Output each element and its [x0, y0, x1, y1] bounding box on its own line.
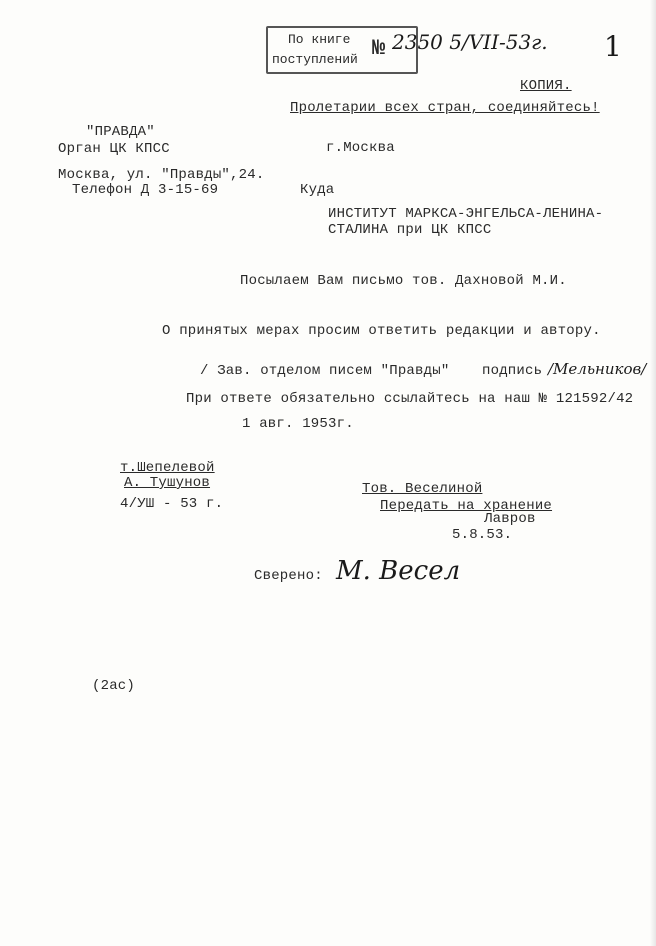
body-line2: О принятых мерах просим ответить редакции и автору. — [162, 323, 601, 339]
recipient-line1: ИНСТИТУТ МАРКСА-ЭНГЕЛЬСА-ЛЕНИНА- — [328, 206, 604, 222]
page-number: 1 — [604, 30, 622, 63]
right-note-line2: Передать на хранение — [380, 498, 553, 514]
sender-organ: Орган ЦК КПСС — [58, 141, 170, 157]
verified-signature: М. Весел — [336, 556, 461, 586]
recipient-line2: СТАЛИНА при ЦК КПСС — [328, 222, 492, 238]
recipient-label: Куда — [300, 182, 335, 198]
left-note-line3: 4/УШ - 53 г. — [120, 496, 224, 512]
verified-label: Сверено: — [254, 568, 323, 584]
sender-address: Москва, ул. "Правды",24. — [58, 167, 265, 183]
footer-code: (2ас) — [92, 678, 136, 694]
right-note-line3: Лавров — [484, 511, 536, 527]
stamp-line2: поступлений — [272, 52, 358, 67]
page-edge-shadow — [650, 0, 656, 946]
sender-phone: Телефон Д 3-15-69 — [72, 182, 219, 198]
city: г.Москва — [326, 140, 395, 156]
letter-date: 1 авг. 1953г. — [242, 416, 354, 432]
left-note-line2: А. Тушунов — [124, 475, 211, 491]
left-note-line1: т.Шепелевой — [120, 460, 215, 476]
right-note-line1: Тов. Веселиной — [362, 481, 483, 497]
right-note-line4: 5.8.53. — [452, 527, 513, 543]
stamp-number-sign: № — [372, 36, 386, 61]
sender-name: "ПРАВДА" — [86, 124, 155, 140]
signature-position: / Зав. отделом писем "Правды" — [200, 363, 450, 379]
signature-label: подпись — [482, 363, 543, 379]
stamp-line1: По книге — [288, 32, 351, 47]
stamp-handwritten-entry: 2350 5/VII-53г. — [392, 30, 548, 54]
copy-label: КОПИЯ. — [520, 78, 572, 94]
body-line1: Посылаем Вам письмо тов. Дахновой М.И. — [240, 273, 567, 289]
reference-line: При ответе обязательно ссылайтесь на наш № 121592/42 — [186, 391, 634, 407]
signature-handwritten: /Мельников/ — [548, 360, 647, 378]
slogan: Пролетарии всех стран, соединяйтесь! — [290, 100, 600, 116]
